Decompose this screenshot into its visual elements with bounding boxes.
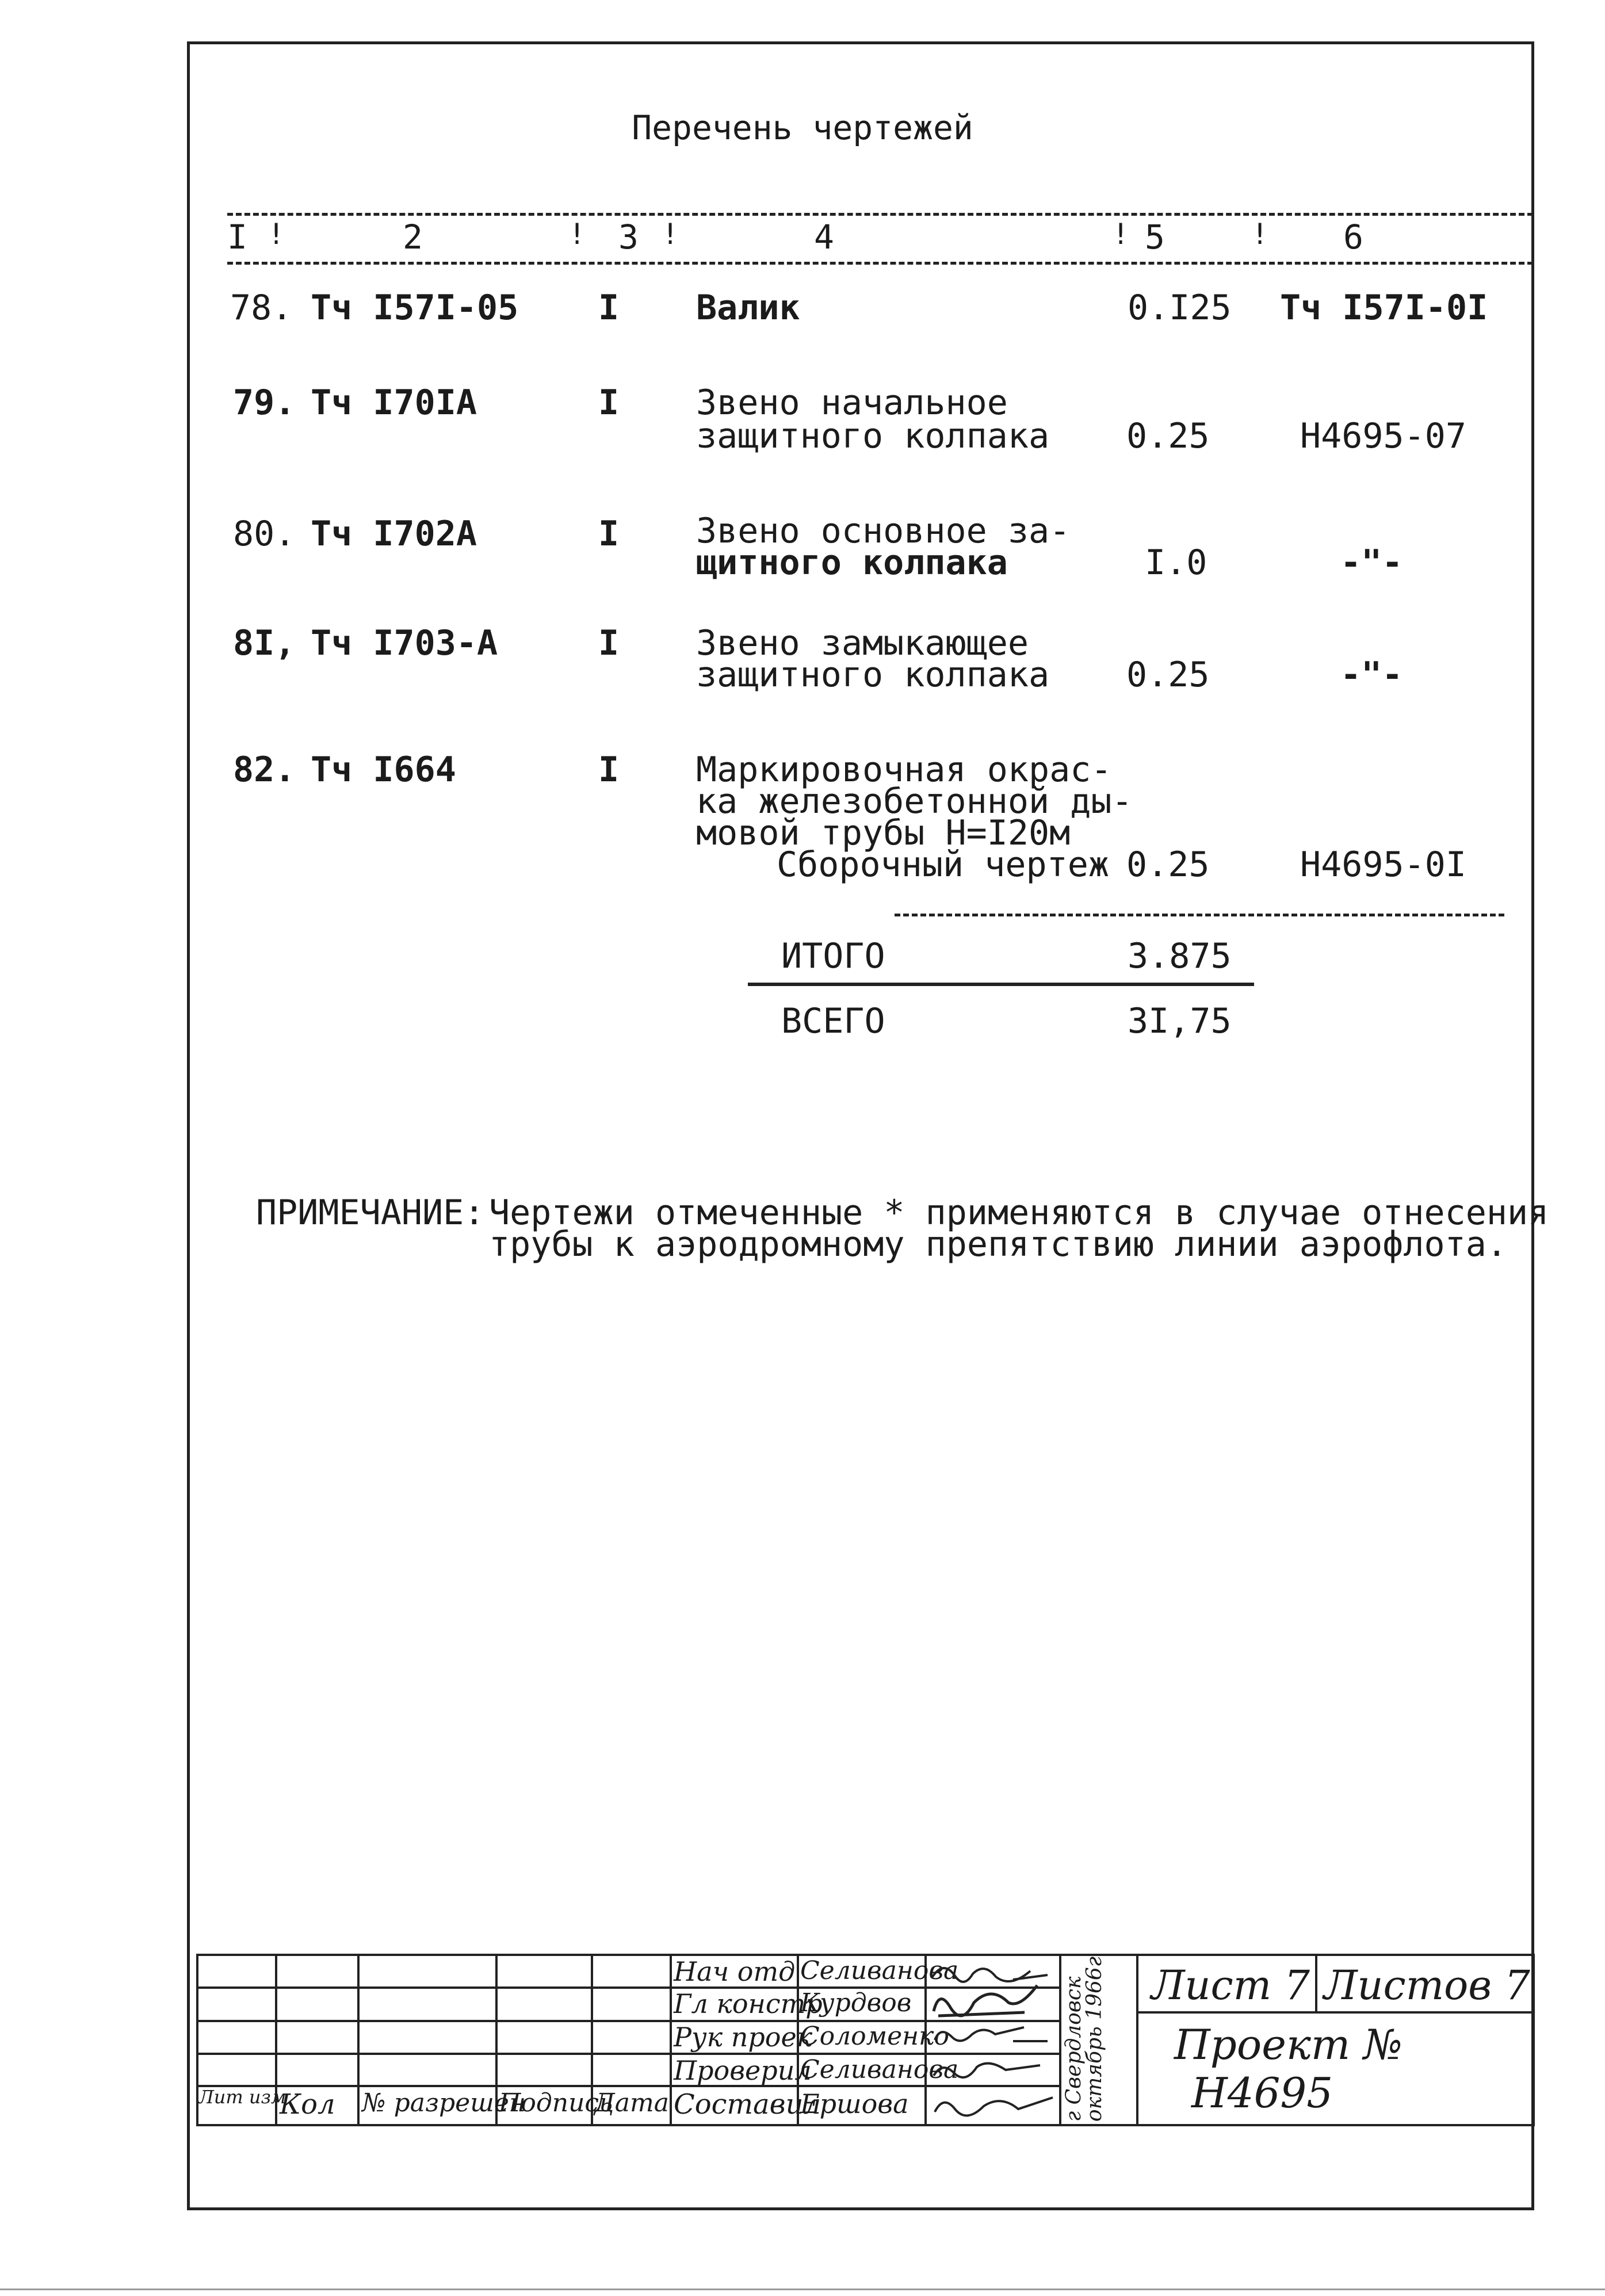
column-header-6: 6 — [1343, 217, 1363, 257]
signatures — [927, 1954, 1059, 2126]
total-value: 3I,75 — [1128, 1001, 1232, 1041]
project-number: Н4695 — [1191, 2069, 1333, 2117]
label-razreshen: № разрешен — [362, 2088, 526, 2118]
label-podpis: Подпись — [499, 2088, 613, 2118]
row-number: 82. — [233, 750, 296, 790]
item-name-line: защитного колпака — [696, 416, 1050, 456]
signature-scribble — [934, 1985, 1037, 2016]
quantity: I — [598, 623, 620, 663]
drawing-code: Тч I702A — [311, 514, 477, 554]
drawing-code: Тч I57I-05 — [311, 288, 519, 328]
column-separator: ! — [1112, 217, 1130, 251]
sheet-number: Лист 7 — [1151, 1962, 1310, 2009]
item-name-line: Маркировочная окрас- — [696, 750, 1112, 790]
document-title: Перечень чертежей — [632, 108, 973, 147]
reference-drawing: Тч I57I-0I — [1280, 288, 1488, 328]
staff-role: Рук проек — [674, 2022, 813, 2053]
item-name-line: Валик — [696, 288, 800, 328]
staff-name: Ершова — [800, 2088, 909, 2119]
row-number: 78. — [230, 288, 293, 328]
staff-role: Составил — [674, 2088, 821, 2121]
item-name-line: Сборочный чертеж — [777, 845, 1109, 885]
column-separator: ! — [568, 217, 586, 251]
column-separator: ! — [1251, 217, 1269, 251]
subtotal-value: 3.875 — [1128, 936, 1232, 976]
staff-role: Гл констр — [674, 1988, 823, 2019]
title-block-border — [1533, 1954, 1535, 2126]
item-name-line: Звено замыкающее — [696, 623, 1029, 663]
item-name-line: Звено начальное — [696, 383, 1008, 423]
reference-drawing: Н4695-0I — [1300, 845, 1466, 885]
staff-name: Селиванова — [800, 2055, 959, 2084]
row-number: 8I, — [233, 623, 296, 663]
label-kol: Кол — [280, 2088, 335, 2121]
row-number: 79. — [233, 383, 296, 423]
staff-name: Соломенко — [800, 2022, 949, 2051]
staff-role: Нач отд — [674, 1956, 796, 1987]
weight-value: 0.25 — [1126, 655, 1210, 695]
sheets-total: Листов 7 — [1324, 1962, 1530, 2009]
column-header-5: 5 — [1145, 217, 1165, 257]
reference-drawing: -"- — [1340, 655, 1403, 695]
totals-rule — [748, 983, 1254, 986]
note-line-2: трубы к аэродромному препятствию линии аэрофлота. — [489, 1224, 1508, 1264]
item-name-line: мовой трубы Н=I20м — [696, 813, 1071, 853]
staff-role: Проверил — [674, 2055, 812, 2086]
title-block-column-line — [670, 1954, 672, 2126]
column-header-1: I — [227, 217, 247, 257]
totals-divider — [895, 914, 1504, 916]
item-name-line: щитного колпака — [696, 543, 1008, 583]
title-block-column-line — [1059, 1954, 1061, 2126]
quantity: I — [598, 288, 620, 328]
column-header-2: 2 — [403, 217, 423, 257]
column-header-3: 3 — [618, 217, 639, 257]
label-data: Дата — [594, 2088, 669, 2118]
note-label: ПРИМЕЧАНИЕ: — [256, 1193, 485, 1233]
note-line-1: Чертежи отмеченные * применяются в случае отнесения — [489, 1193, 1549, 1233]
title-block-column-line — [1136, 1954, 1138, 2126]
reference-drawing: Н4695-07 — [1300, 416, 1466, 456]
weight-value: I.0 — [1145, 543, 1207, 583]
title-block-column-line — [357, 1954, 360, 2126]
drawing-code: Тч I70IA — [311, 383, 477, 423]
quantity: I — [598, 750, 620, 790]
signature-scribble — [935, 2027, 1048, 2041]
weight-value: 0.25 — [1126, 416, 1210, 456]
header-bottom-divider — [227, 262, 1533, 265]
drawing-code: Тч I664 — [311, 750, 456, 790]
scan-edge-line — [0, 2289, 1605, 2290]
subtotal-label: ИТОГО — [781, 936, 885, 976]
item-name-line: ка железобетонной ды- — [696, 781, 1133, 822]
city-date-stamp: г Свердловск октябрь 1966г — [1062, 1956, 1106, 2122]
staff-name: Селиванова — [800, 1956, 959, 1985]
signature-scribble — [933, 1968, 1048, 1982]
drawing-code: Тч I703-А — [311, 623, 498, 663]
item-name-line: Звено основное за- — [696, 511, 1071, 551]
signature-scribble — [934, 2064, 1040, 2077]
total-label: ВСЕГО — [781, 1001, 885, 1041]
title-block-border — [196, 2124, 1535, 2126]
title-block-column-line — [1315, 1954, 1317, 2011]
drawing-sheet-frame — [187, 41, 1534, 2210]
label-lit-izm: Лит изм — [198, 2086, 286, 2108]
weight-value: 0.25 — [1126, 845, 1210, 885]
quantity: I — [598, 383, 620, 423]
staff-name: Курдвов — [800, 1988, 912, 2018]
header-top-divider — [227, 213, 1533, 216]
row-number: 80. — [233, 514, 296, 554]
item-name-line: защитного колпака — [696, 655, 1050, 695]
title-block — [196, 1954, 1535, 2126]
signature-scribble — [935, 2098, 1053, 2115]
column-header-4: 4 — [814, 217, 834, 257]
column-separator: ! — [662, 217, 679, 251]
column-separator: ! — [268, 217, 285, 251]
title-block-row-line — [1136, 2011, 1535, 2014]
project-label: Проект № — [1174, 2020, 1403, 2069]
weight-value: 0.I25 — [1128, 288, 1232, 328]
reference-drawing: -"- — [1340, 543, 1403, 583]
quantity: I — [598, 514, 620, 554]
